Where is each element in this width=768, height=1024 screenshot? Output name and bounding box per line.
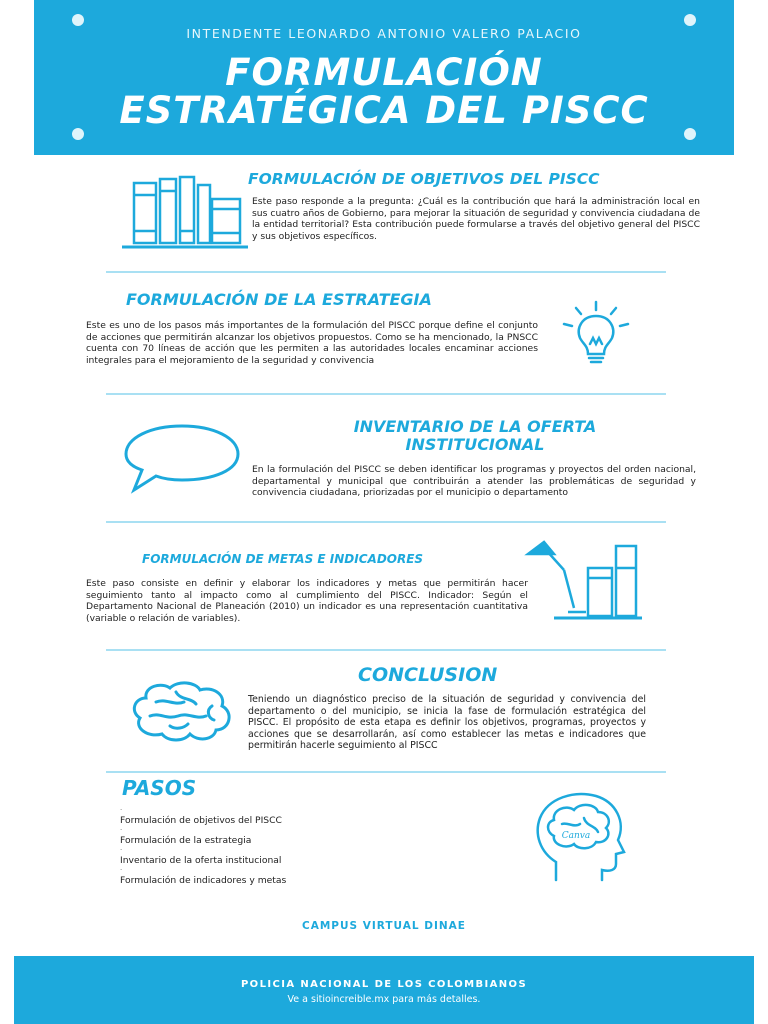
section-divider [106,393,666,395]
section-divider [106,521,666,523]
footer-org: POLICIA NACIONAL DE LOS COLOMBIANOS [240,979,528,990]
section-heading-line-1: INVENTARIO DE LA OFERTA [353,417,597,436]
section-body-inventario: En la formulación del PISCC se deben identificar los programas y proyectos del orden nacional, departamental y municipal que contribuirán a atender las problemáticas de seguridad y convivencia ciudadana, priorizadas por el municipio o departamento [252,464,696,499]
section-heading-conclusion: CONCLUSION [358,664,498,686]
step-bullet: · [120,806,123,814]
step-bullet: · [120,846,123,854]
step-item: Formulación de la estrategia [120,835,252,846]
brain-icon [126,678,241,748]
steps-heading: PASOS [122,776,197,800]
title-line-1: FORMULACIÓN [225,51,543,94]
head-brain-signature: Canva [561,831,591,841]
desk-lamp-books-icon [524,540,649,622]
section-heading-metas: FORMULACIÓN DE METAS E INDICADORES [142,552,424,566]
decor-dot [684,14,696,26]
section-body-metas: Este paso consiste en definir y elaborar los indicadores y metas que permitirán hacer seguimiento tanto al impacto como al cumplimiento del PISCC. Indicador: Según el Departamento Nacional de Planeación (2010) un indicador es una representación cuantitativa (variable o relación de variables). [86,578,528,624]
section-body-objetivos: Este paso responde a la pregunta: ¿Cuál es la contribución que hará la administración local en sus cuatro años de Gobierno, para mejorar la situación de seguridad y convivencia ciudadana de la entidad territorial? Esta contribución puede formularse a través del objetivo general del PISCC y sus objetivos específicos. [252,196,700,242]
step-bullet: · [120,866,123,874]
page-title [34,51,734,132]
steps-list [120,806,420,886]
section-heading-line-2: INSTITUCIONAL [405,435,545,454]
step-item: Inventario de la oferta institucional [120,855,282,866]
title-line-2: ESTRATÉGICA DEL PISCC [119,89,649,132]
section-heading-objetivos: FORMULACIÓN DE OBJETIVOS DEL PISCC [248,170,600,188]
speech-bubble-icon [120,422,245,497]
step-item: Formulación de objetivos del PISCC [120,815,282,826]
campus-label: CAMPUS VIRTUAL DINAE [302,920,466,932]
section-heading-estrategia: FORMULACIÓN DE LA ESTRATEGIA [126,290,432,309]
header-banner [34,0,734,155]
section-divider [106,271,666,273]
section-divider [106,771,666,773]
section-body-conclusion: Teniendo un diagnóstico preciso de la situación de seguridad y convivencia del departamento o del municipio, se inicia la fase de formulación estratégica del PISCC. El propósito de esta etapa es definir los objetivos, programas, proyectos y acciones que se desarrollarán, así como establecer las metas e indicadores que permitirán hacerle seguimiento al PISCC [248,694,646,752]
author-name: INTENDENTE LEONARDO ANTONIO VALERO PALACIO [186,26,582,41]
head-brain-icon [526,790,631,885]
section-body-estrategia: Este es uno de los pasos más importantes de la formulación del PISCC porque define el conjunto de acciones que permitirán alcanzar los objetivos propuestos. Como se ha mencionado, la PNSCC cuenta con 70 líneas de acción que les permiten a las autoridades locales encaminar acciones integrales para el mejoramiento de la seguridad y convivencia [86,320,538,366]
footer-note: Ve a sitioincreible.mx para más detalles. [287,994,481,1005]
step-bullet: · [120,826,123,834]
step-item: Formulación de indicadores y metas [120,875,287,886]
section-divider [106,649,666,651]
decor-dot [72,14,84,26]
section-heading-inventario [300,418,650,454]
books-icon [120,175,250,255]
lightbulb-icon [556,300,636,370]
footer-banner [14,956,754,1024]
